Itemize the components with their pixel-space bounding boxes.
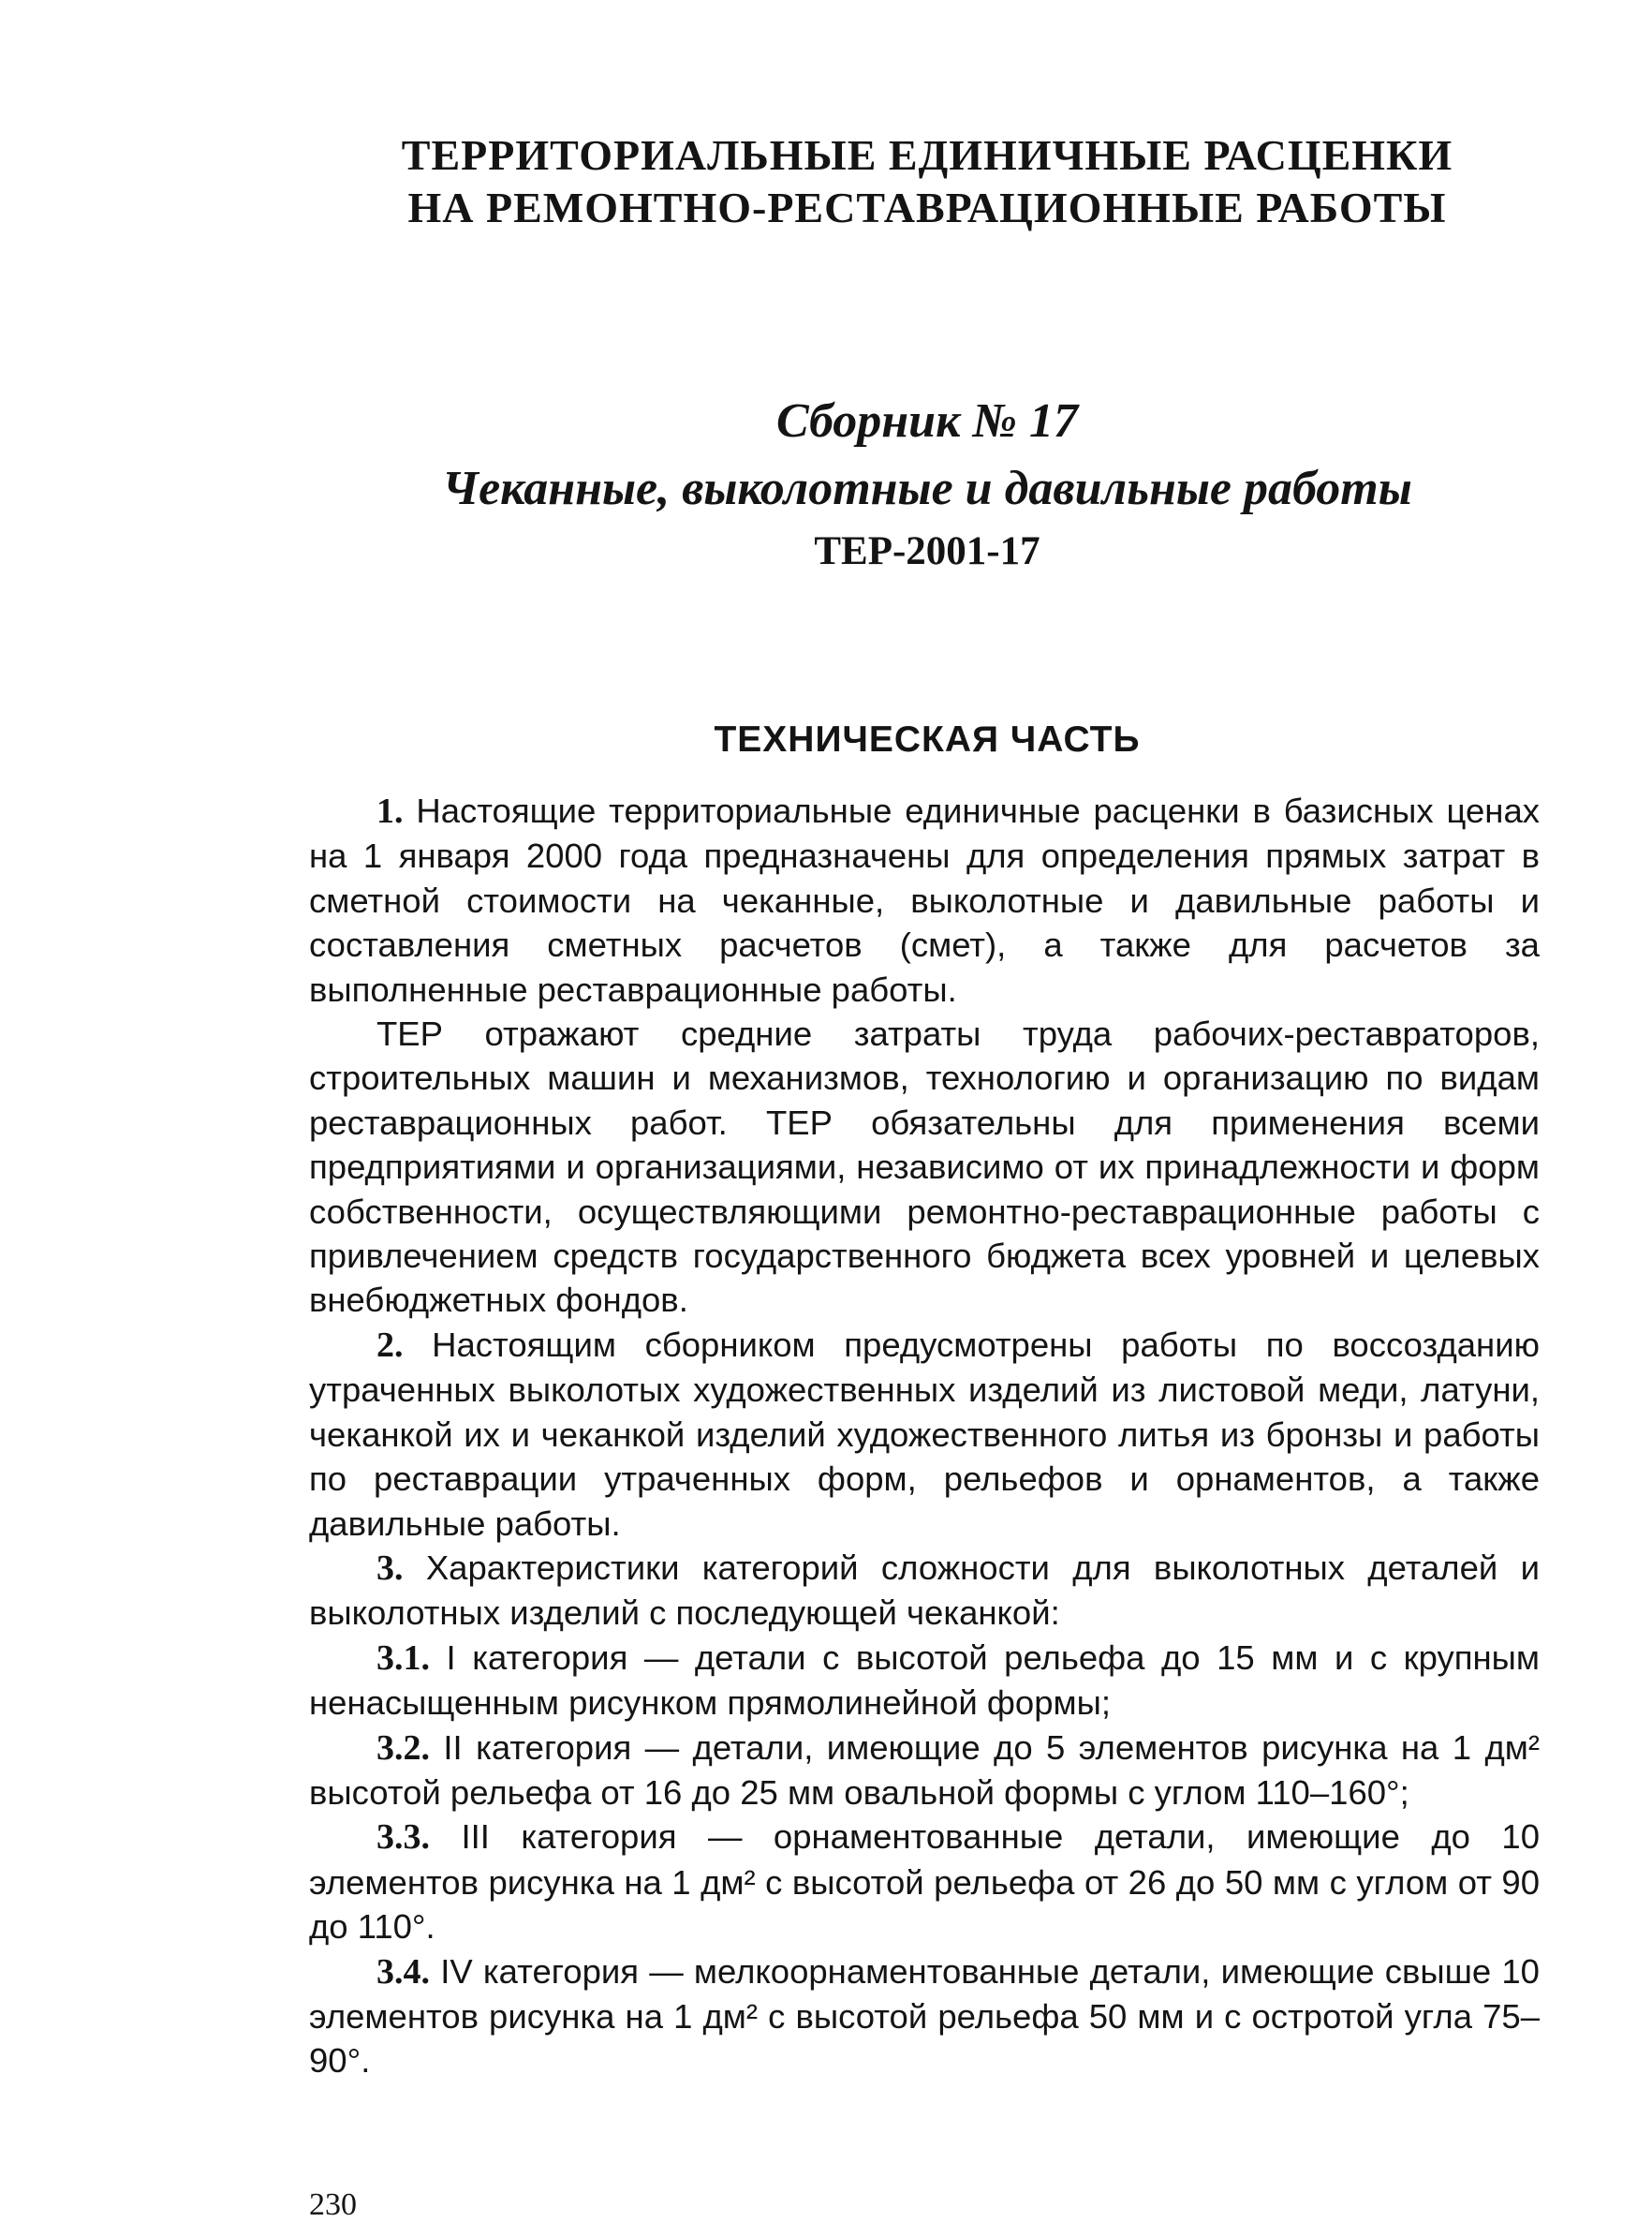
- paragraph-1-continued: [309, 1012, 1540, 1323]
- paragraph-number: 2.: [376, 1325, 404, 1365]
- paragraph-number: 3.3.: [376, 1817, 430, 1858]
- paragraph-text: Настоящим сборником предусмотрены работы по воссозданию утраченных выколотых художественных изделий из листовой меди, латуни, чеканкой их и чеканкой изделий художественного литья из бронзы и работы по реставрации утраченных форм, рельефов и орнаментов, а также давильные работы.: [309, 1325, 1540, 1543]
- collection-name: Чеканные, выколотные и давильные работы: [442, 462, 1412, 515]
- paragraph-3: [309, 1546, 1540, 1636]
- body-text: [309, 789, 1540, 2083]
- paragraph-3-4: [309, 1949, 1540, 2083]
- paragraph-3-2: [309, 1726, 1540, 1815]
- title-line-2: НА РЕМОНТНО-РЕСТАВРАЦИОННЫЕ РАБОТЫ: [407, 184, 1447, 231]
- collection-number: Сборник № 17: [775, 394, 1079, 448]
- paragraph-text: Характеристики категорий сложности для выколотных деталей и выколотных изделий с последующей чеканкой:: [309, 1548, 1540, 1633]
- page-number: 230: [309, 2187, 357, 2222]
- paragraph-text: IV категория — мелкоорнаментованные детали, имеющие свыше 10 элементов рисунка на 1 дм² с высотой рельефа 50 мм и с остротой угла 75–90°.: [309, 1951, 1540, 2081]
- title-line-1: ТЕРРИТОРИАЛЬНЫЕ ЕДИНИЧНЫЕ РАСЦЕНКИ: [401, 131, 1453, 179]
- paragraph-text: I категория — детали с высотой рельефа до 15 мм и с крупным ненасыщенным рисунком прямолинейной формы;: [309, 1637, 1540, 1723]
- paragraph-text: ТЕР отражают средние затраты труда рабочих-реставраторов, строительных машин и механизмов, технологию и организацию по видам реставрационных работ. ТЕР обязательны для применения всеми предприятиями и организациями, независимо от их принадлежности и форм собственности, осуществляющими ремонтно-реставрационные работы с привлечением средств государственного бюджета всех уровней и целевых внебюджетных фондов.: [309, 1015, 1540, 1320]
- paragraph-3-3: [309, 1815, 1540, 1948]
- document-title: [309, 129, 1545, 234]
- section-heading: ТЕХНИЧЕСКАЯ ЧАСТЬ: [714, 719, 1141, 760]
- paragraph-3-1: [309, 1636, 1540, 1726]
- paragraph-number: 3.1.: [376, 1637, 430, 1678]
- paragraph-number: 3.: [376, 1548, 404, 1588]
- paragraph-2: [309, 1323, 1540, 1546]
- paragraph-number: 3.4.: [376, 1951, 430, 1992]
- collection-code: ТЕР-2001-17: [814, 529, 1040, 573]
- paragraph-number: 3.2.: [376, 1727, 430, 1768]
- paragraph-text: III категория — орнаментованные детали, имеющие до 10 элементов рисунка на 1 дм² с высотой рельефа от 26 до 50 мм с углом от 90 до 110°.: [309, 1817, 1540, 1947]
- paragraph-text: Настоящие территориальные единичные расценки в базисных ценах на 1 января 2000 года предназначены для определения прямых затрат в сметной стоимости на чеканные, выколотные и давильные работы и составления сметных расчетов (смет), а также для расчетов за выполненные реставрационные работы.: [309, 792, 1540, 1009]
- paragraph-text: II категория — детали, имеющие до 5 элементов рисунка на 1 дм² высотой рельефа от 16 до 25 мм овальной формы с углом 110–160°;: [309, 1727, 1540, 1812]
- paragraph-number: 1.: [376, 792, 404, 831]
- paragraph-1: [309, 789, 1540, 1012]
